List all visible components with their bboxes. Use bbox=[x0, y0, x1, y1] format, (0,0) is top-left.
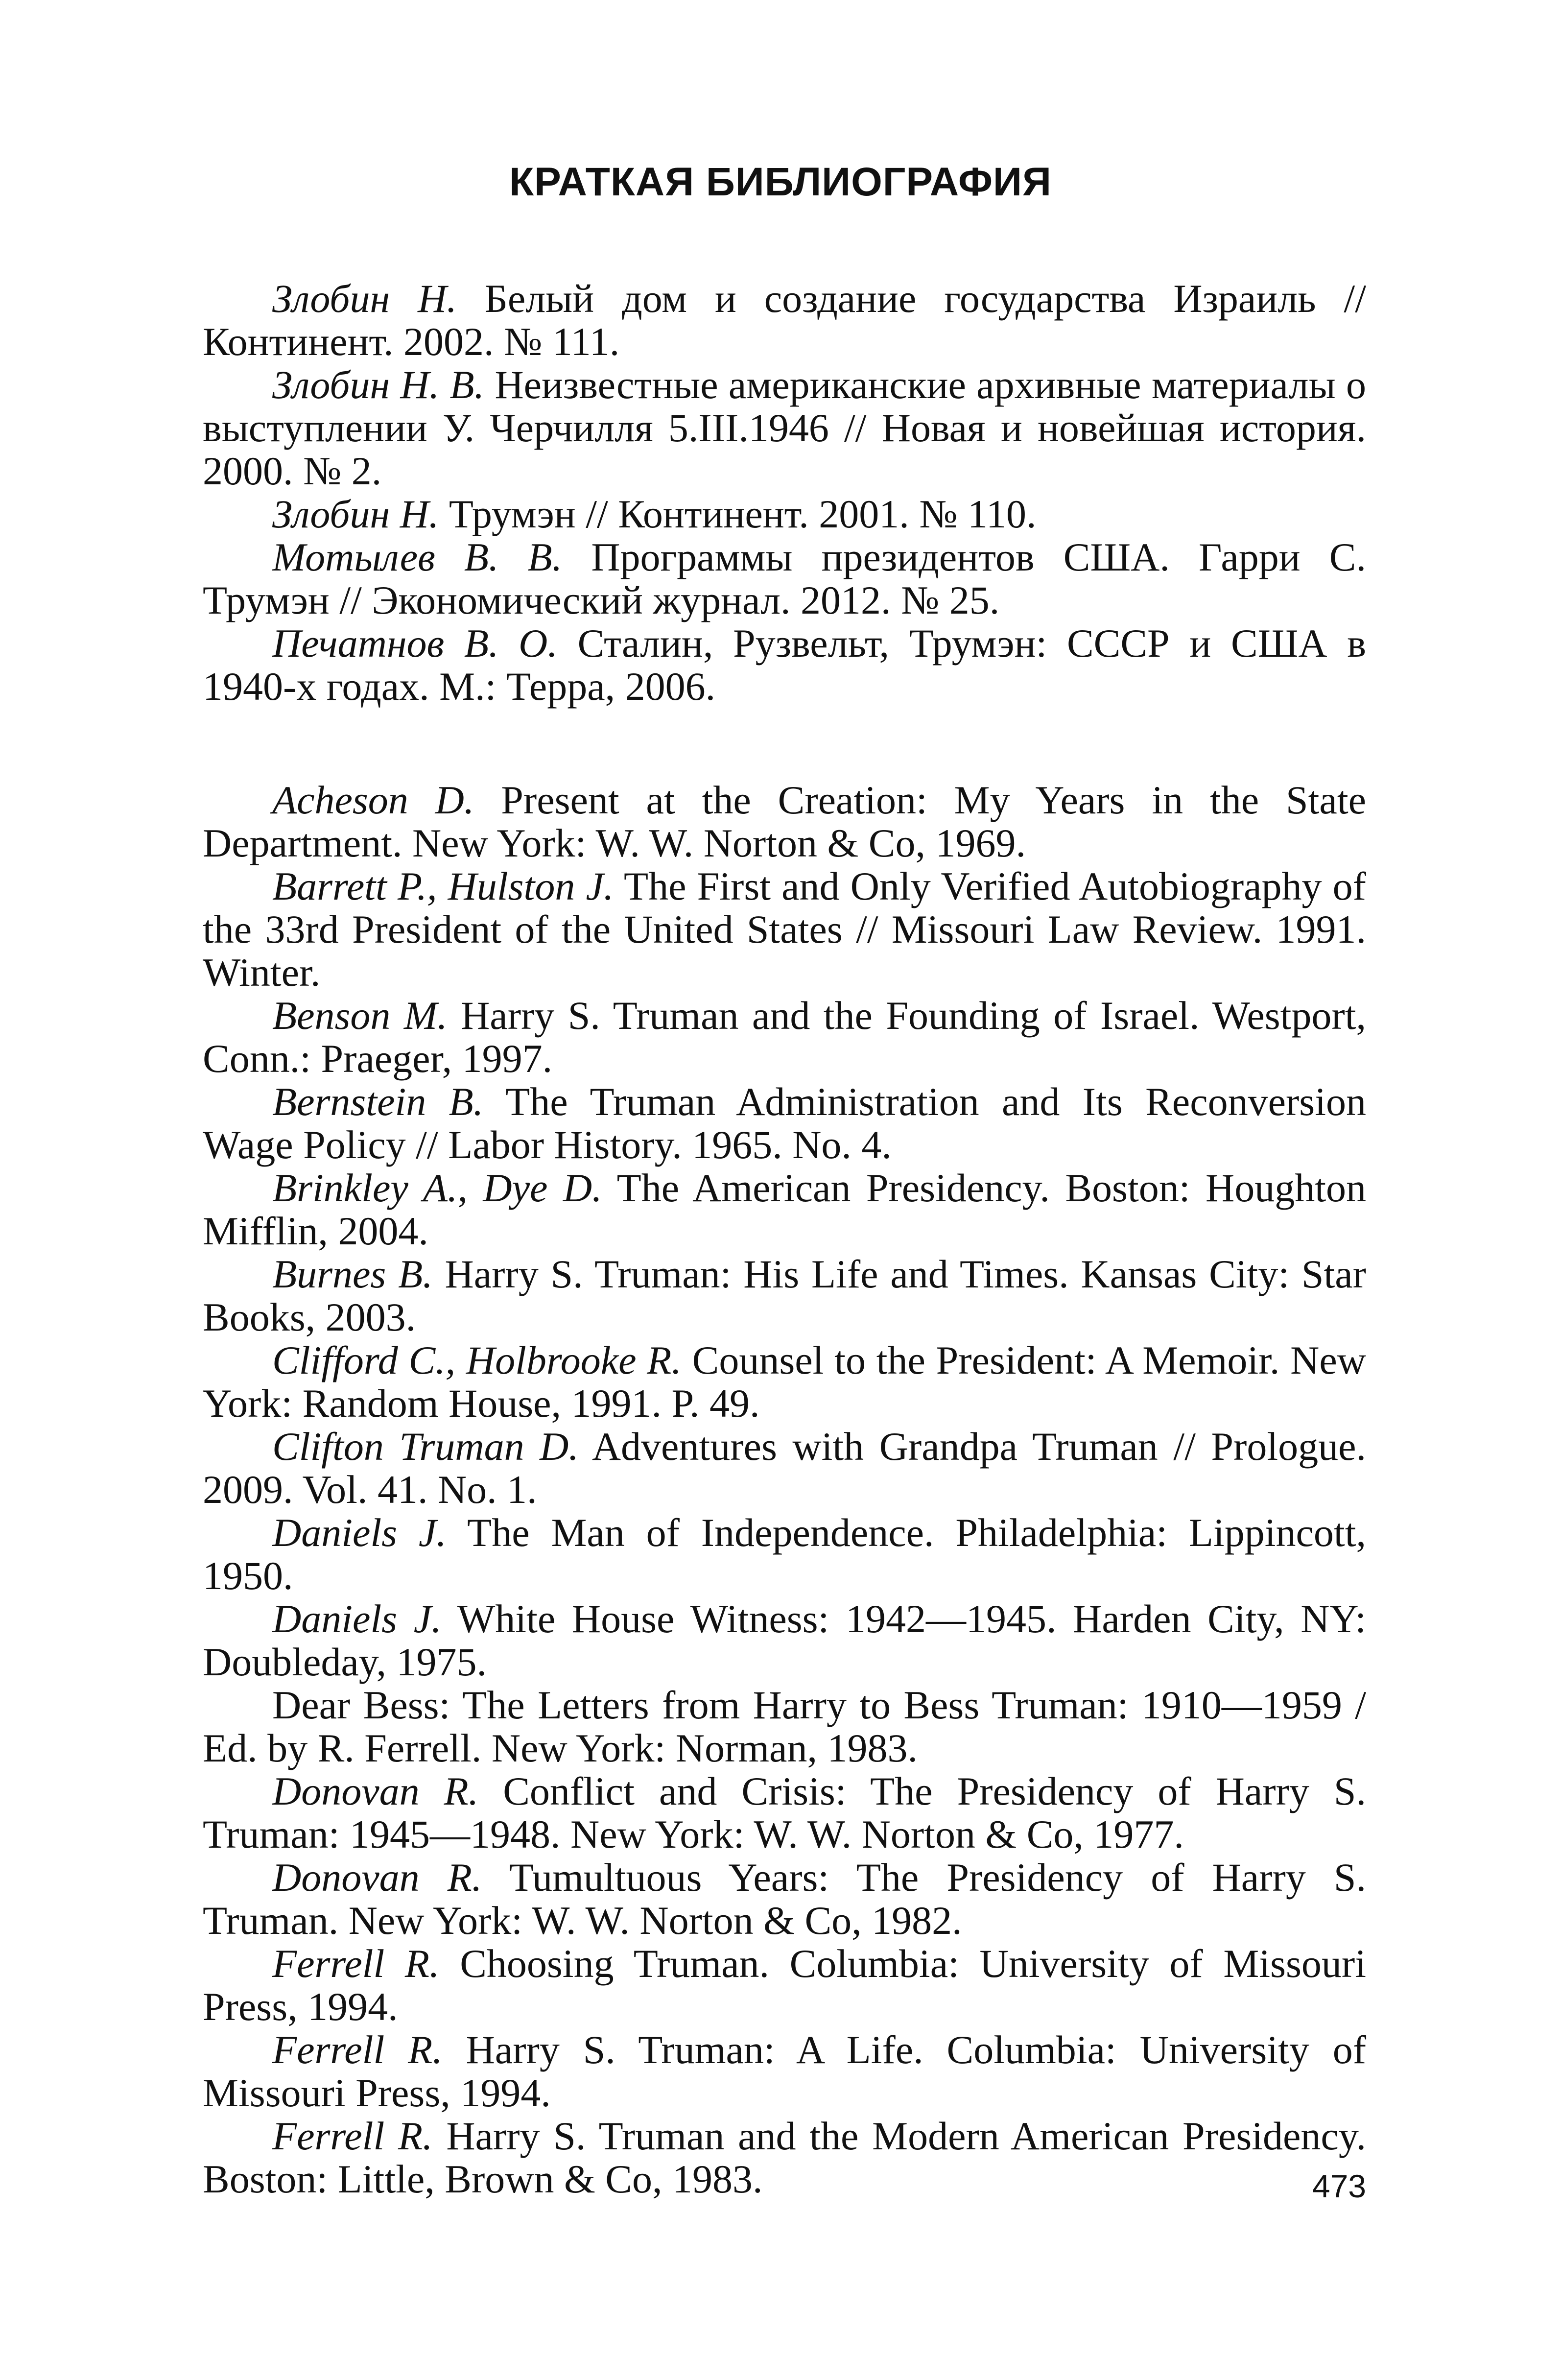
entry-text: Harry S. Truman and the Modern American Presidency. Boston: Little, Brown & Co, 1983. bbox=[203, 2114, 1366, 2201]
bibliography-entry bbox=[203, 1425, 1366, 1511]
entry-author: Ferrell R. bbox=[272, 2114, 433, 2158]
entry-text: Белый дом и создание государства Израиль // Континент. 2002. № 111. bbox=[203, 276, 1366, 364]
entry-text: Harry S. Truman: A Life. Columbia: University of Missouri Press, 1994. bbox=[203, 2027, 1367, 2115]
entry-text: The American Presidency. Boston: Houghton Mifflin, 2004. bbox=[203, 1166, 1366, 1253]
entry-author: Daniels J. bbox=[272, 1510, 447, 1555]
entry-author: Ferrell R. bbox=[272, 2027, 443, 2072]
bibliography-entry bbox=[203, 1511, 1366, 1597]
entry-text: Choosing Truman. Columbia: University of Missouri Press, 1994. bbox=[203, 1941, 1367, 2029]
entry-text: The Truman Administration and Its Reconversion Wage Policy // Labor History. 1965. No. 4. bbox=[203, 1079, 1366, 1167]
entry-author: Clifton Truman D. bbox=[272, 1424, 579, 1469]
russian-bibliography bbox=[203, 277, 1366, 708]
entry-author: Печатнов В. О. bbox=[272, 621, 558, 666]
bibliography-entry bbox=[203, 1166, 1366, 1253]
entry-text: Dear Bess: The Letters from Harry to Bess Truman: 1910—1959 / Ed. by R. Ferrell. New York: Norman, 1983. bbox=[203, 1683, 1366, 1770]
entry-author: Barrett P., Hulston J. bbox=[272, 864, 614, 908]
entry-text: Adventures with Grandpa Truman // Prologue. 2009. Vol. 41. No. 1. bbox=[203, 1424, 1366, 1512]
bibliography-entry bbox=[203, 1253, 1366, 1339]
entry-text: Сталин, Рузвельт, Трумэн: СССР и США в 1940-х годах. М.: Терра, 2006. bbox=[203, 621, 1366, 709]
bibliography-entry bbox=[203, 277, 1366, 363]
bibliography-entry bbox=[203, 493, 1366, 536]
entry-author: Злобин Н. bbox=[272, 276, 457, 321]
entry-text: The First and Only Verified Autobiography of the 33rd President of the United States // Missouri Law Review. 1991. Winter. bbox=[203, 864, 1366, 995]
entry-text: Tumultuous Years: The Presidency of Harry S. Truman. New York: W. W. Norton & Co, 1982. bbox=[203, 1855, 1367, 1943]
entry-author: Daniels J. bbox=[272, 1596, 442, 1641]
bibliography-entry bbox=[203, 2028, 1366, 2115]
bibliography-entry bbox=[203, 779, 1366, 865]
entry-author: Ferrell R. bbox=[272, 1941, 440, 1986]
bibliography-entry bbox=[203, 1770, 1366, 1856]
bibliography-entry bbox=[203, 994, 1366, 1080]
entry-text: Трумэн // Континент. 2001. № 110. bbox=[449, 492, 1037, 536]
entry-text: Неизвестные американские архивные материалы о выступлении У. Черчилля 5.III.1946 // Новая и новейшая история. 2000. № 2. bbox=[203, 362, 1366, 493]
bibliography-entry bbox=[203, 1942, 1366, 2028]
entry-author: Злобин Н. bbox=[272, 492, 439, 536]
entry-author: Мотылев В. В. bbox=[272, 535, 563, 579]
entry-author: Bernstein B. bbox=[272, 1079, 484, 1124]
entry-author: Donovan R. bbox=[272, 1769, 479, 1813]
english-bibliography bbox=[203, 779, 1366, 2201]
entry-author: Donovan R. bbox=[272, 1855, 482, 1900]
entry-author: Clifford C., Holbrooke R. bbox=[272, 1338, 682, 1382]
entry-text: Present at the Creation: My Years in the State Department. New York: W. W. Norton & Co, 1969. bbox=[203, 778, 1367, 865]
page-number: 473 bbox=[1312, 2168, 1366, 2204]
bibliography-entry bbox=[203, 536, 1366, 622]
entry-text: The Man of Independence. Philadelphia: Lippincott, 1950. bbox=[203, 1510, 1366, 1598]
bibliography-entry bbox=[203, 1856, 1366, 1942]
page-title: КРАТКАЯ БИБЛИОГРАФИЯ bbox=[509, 160, 1052, 204]
bibliography-entry bbox=[203, 622, 1366, 708]
entry-text: Counsel to the President: A Memoir. New York: Random House, 1991. P. 49. bbox=[203, 1338, 1366, 1426]
entry-text: Harry S. Truman and the Founding of Israel. Westport, Conn.: Praeger, 1997. bbox=[203, 993, 1366, 1081]
entry-text: Harry S. Truman: His Life and Times. Kansas City: Star Books, 2003. bbox=[203, 1252, 1366, 1339]
bibliography-entry bbox=[203, 1684, 1366, 1770]
bibliography-entry bbox=[203, 363, 1366, 493]
entry-text: Программы президентов США. Гарри С. Трумэн // Экономический журнал. 2012. № 25. bbox=[203, 535, 1366, 622]
entry-author: Benson M. bbox=[272, 993, 448, 1038]
entry-author: Злобин Н. В. bbox=[272, 362, 485, 407]
entry-author: Acheson D. bbox=[272, 778, 474, 822]
bibliography-entry bbox=[203, 1080, 1366, 1166]
entry-author: Burnes B. bbox=[272, 1252, 433, 1296]
bibliography-entry bbox=[203, 1339, 1366, 1425]
bibliography-entry bbox=[203, 865, 1366, 994]
bibliography-entry bbox=[203, 1597, 1366, 1684]
entry-author: Brinkley A., Dye D. bbox=[272, 1166, 602, 1210]
entry-text: White House Witness: 1942—1945. Harden City, NY: Doubleday, 1975. bbox=[203, 1596, 1366, 1684]
bibliography-entry bbox=[203, 2115, 1366, 2201]
entry-text: Conflict and Crisis: The Presidency of Harry S. Truman: 1945—1948. New York: W. W. Norton & Co, 1977. bbox=[203, 1769, 1367, 1856]
